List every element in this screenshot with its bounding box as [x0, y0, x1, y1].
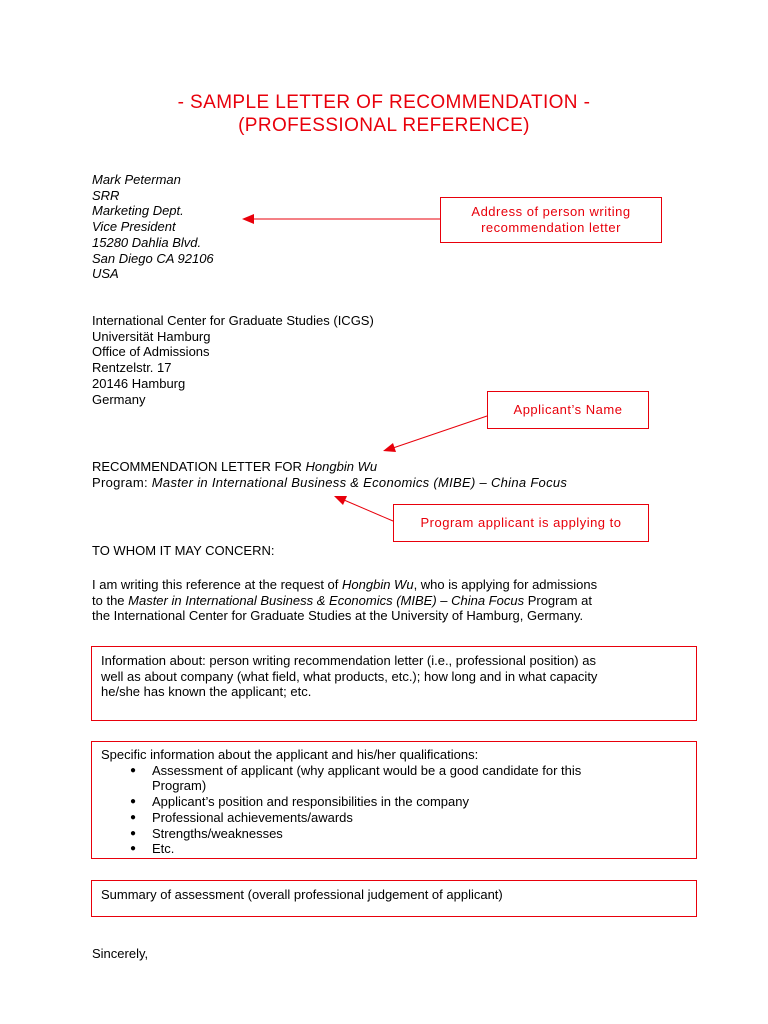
intro-text: I am writing this reference at the request of [92, 577, 343, 592]
program-line [92, 475, 567, 491]
annotation-applicant-name-text: Applicant’s Name [513, 402, 623, 417]
sender-line: USA [92, 266, 119, 282]
intro-program-name: Master in International Business & Economics (MIBE) – China Focus [128, 592, 525, 608]
arrow-address-head [242, 214, 254, 224]
letter-title-line2: (PROFESSIONAL REFERENCE) [238, 115, 530, 136]
info-box-line: he/she has known the applicant; etc. [101, 684, 312, 700]
intro-text: to the [92, 592, 129, 608]
info-box-line: Information about: person writing recommendation letter (i.e., professional position) as [101, 653, 596, 668]
info-box-writer [91, 646, 697, 721]
recipient-line: 20146 Hamburg [92, 375, 186, 391]
sender-line: SRR [92, 187, 120, 203]
intro-text: Program at [524, 592, 593, 608]
subject-prefix: RECOMMENDATION LETTER FOR [92, 459, 306, 474]
sender-line: San Diego CA 92106 [92, 250, 214, 266]
intro-text: , who is applying for admissions [413, 577, 598, 592]
bullet-item: ● Applicant’s position and responsibilities in the company [101, 794, 687, 810]
bullet-item: ● Strengths/weaknesses [101, 826, 687, 842]
recipient-line: International Center for Graduate Studies (ICGS) [92, 313, 374, 328]
arrow-applicant-name-head [383, 443, 396, 452]
sender-line: Marketing Dept. [92, 203, 184, 219]
bullet-item: ● Professional achievements/awards [101, 810, 687, 826]
info-box-summary [91, 880, 697, 917]
applicant-box-heading: Specific information about the applicant and his/her qualifications: [101, 747, 479, 762]
annotation-applicant-name-box [487, 391, 649, 429]
arrow-program-line [344, 500, 393, 521]
subject-line [92, 459, 377, 475]
recipient-line: Germany [92, 391, 146, 407]
sender-line: Mark Peterman [92, 172, 181, 187]
arrow-program-head [334, 496, 347, 505]
program-name: Master in International Business & Economics (MIBE) – China Focus [151, 475, 568, 490]
program-label: Program: [92, 475, 152, 490]
sender-line: 15280 Dahlia Blvd. [92, 234, 202, 250]
recipient-line: Universität Hamburg [92, 328, 211, 344]
info-box-applicant [91, 741, 697, 859]
arrow-applicant-name-line [393, 416, 487, 448]
recipient-line: Rentzelstr. 17 [92, 360, 172, 376]
annotation-program-box [393, 504, 649, 542]
annotation-program-text: Program applicant is applying to [420, 515, 622, 530]
annotation-address-text: Address of person writing recommendation letter [471, 204, 631, 235]
salutation: TO WHOM IT MAY CONCERN: [92, 543, 275, 558]
applicant-bullet-list [101, 763, 687, 857]
recipient-address [92, 313, 374, 407]
intro-line [92, 577, 597, 593]
subject-applicant-name: Hongbin Wu [305, 459, 378, 474]
bullet-item: ● Etc. [101, 841, 687, 857]
summary-box-text: Summary of assessment (overall professional judgement of applicant) [101, 887, 503, 902]
closing: Sincerely, [92, 946, 149, 961]
letter-title-line1: - SAMPLE LETTER OF RECOMMENDATION - [177, 92, 591, 113]
intro-paragraph [92, 577, 597, 624]
recipient-line: Office of Admissions [92, 344, 210, 360]
bullet-item: ● Assessment of applicant (why applicant would be a good candidate for this Program) [101, 763, 592, 794]
intro-line: the International Center for Graduate Studies at the University of Hamburg, Germany. [92, 608, 584, 624]
intro-line [92, 593, 597, 609]
info-box-line: well as about company (what field, what products, etc.); how long and in what capacity [101, 668, 598, 684]
annotation-address-box [440, 197, 662, 243]
intro-applicant-name: Hongbin Wu [342, 577, 414, 592]
sender-line: Vice President [92, 219, 176, 235]
sender-address [92, 172, 214, 282]
